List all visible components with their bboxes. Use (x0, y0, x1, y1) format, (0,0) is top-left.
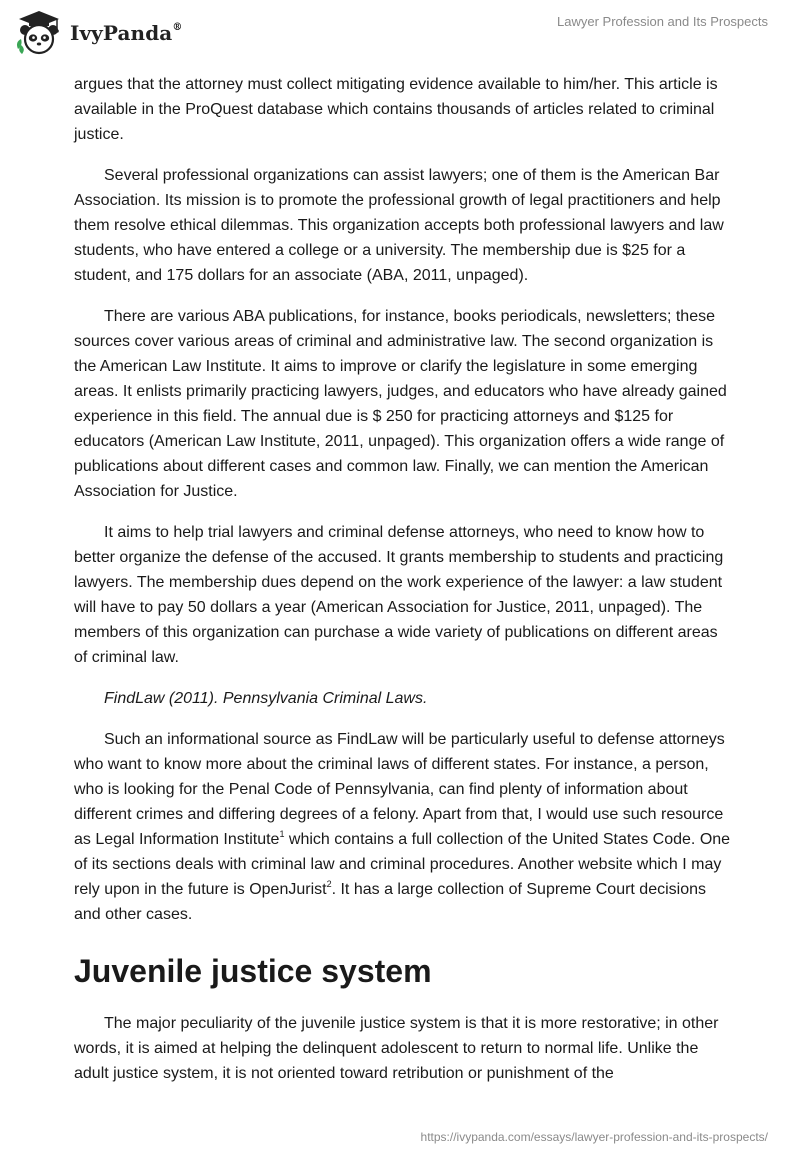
paragraph: The major peculiarity of the juvenile justice system is that it is more restorative; in other words, it is aimed at helping the delinquent adolescent to return to normal life. Unlike the adult justice system, it is not oriented toward retribution or punishment of the (74, 1015, 719, 1082)
paragraph-text: Such an informational source as FindLaw will be particularly useful to defense attorneys who want to know more about the criminal laws of different states. For instance, a person, who is looking for the Penal Code of Pennsylvania, can find plenty of information about different crimes and differing degrees of a felony. Apart from that, I would use such resource as Legal Information Institute (74, 731, 725, 848)
brand-name (70, 21, 182, 45)
paragraph: There are various ABA publications, for instance, books periodicals, newsletters; these sources cover various areas of criminal and administrative law. The second organization is the American Law Institute. It aims to improve or clarify the legislature in some emerging areas. It enlists primarily practicing lawyers, judges, and educators who have already gained experience in this field. The annual due is $ 250 for practicing attorneys and $125 for educators (American Law Institute, 2011, unpaged). This organization offers a wide range of publications about different cases and common law. Finally, we can mention the American Association for Justice. (74, 308, 727, 500)
footer-url[interactable]: https://ivypanda.com/essays/lawyer-profession-and-its-prospects/ (420, 1130, 768, 1144)
footnote-ref-2[interactable]: 2 (326, 878, 332, 889)
footnote-ref-1[interactable]: 1 (279, 828, 285, 839)
section-heading: Juvenile justice system (74, 953, 432, 989)
paragraph-text: which contains a full collection of the United States Code. One of its sections deals with criminal law and criminal procedures. Another website which I may rely upon in the future is OpenJurist (74, 831, 731, 898)
document-title: Lawyer Profession and Its Prospects (557, 14, 768, 29)
essay-body (74, 72, 734, 1102)
citation: FindLaw (2011). Pennsylvania Criminal Laws. (104, 690, 428, 707)
paragraph: Several professional organizations can assist lawyers; one of them is the American Bar Association. Its mission is to promote the professional growth of legal practitioners and help them resolve ethical dilemmas. This organization accepts both professional lawyers and law students, who have entered a college or a university. The membership due is $25 for a student, and 175 dollars for an associate (ABA, 2011, unpaged). (74, 167, 724, 284)
paragraph (74, 727, 734, 927)
paragraph: argues that the attorney must collect mitigating evidence available to him/her. This article is available in the ProQuest database which contains thousands of articles related to criminal justice. (74, 76, 718, 143)
paragraph-text: . It has a large collection of Supreme Court decisions and other cases. (74, 881, 707, 923)
registered-mark: ® (172, 22, 183, 34)
ivypanda-logo[interactable] (14, 8, 182, 58)
paragraph: It aims to help trial lawyers and criminal defense attorneys, who need to know how to better organize the defense of the accused. It grants membership to students and practicing lawyers. The membership dues depend on the work experience of the lawyer: a law student will have to pay 50 dollars a year (American Association for Justice, 2011, unpaged). The members of this organization can purchase a wide variety of publications on different areas of criminal law. (74, 524, 724, 666)
brand-text: IvyPanda (70, 21, 173, 45)
panda-graduate-icon (14, 8, 64, 58)
page-header (0, 0, 800, 64)
